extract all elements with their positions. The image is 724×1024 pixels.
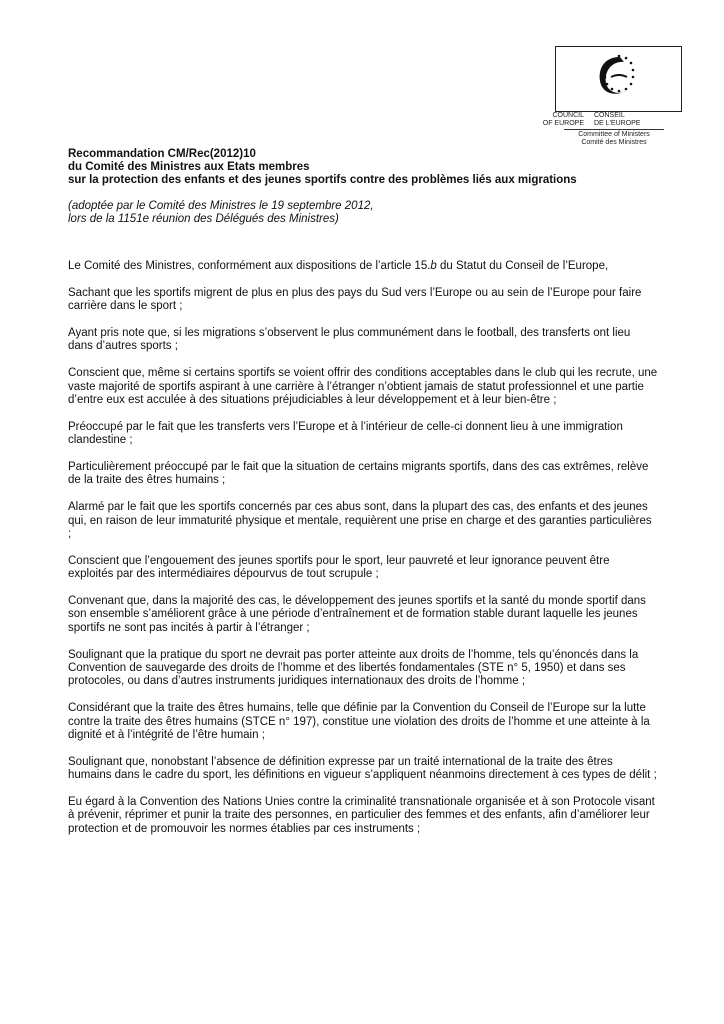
paragraph-7: Alarmé par le fait que les sportifs concernés par ces abus sont, dans la plupart des cas, des enfants et des jeunes qui, en raison de leur immaturité physique et mentale, requièrent une prise en charge et des garanties particulières ; xyxy=(68,501,652,541)
title-line-1: Recommandation CM/Rec(2012)10 xyxy=(68,148,256,160)
caption-committee-en: Committee of Ministers xyxy=(564,129,664,139)
article-letter: b xyxy=(430,260,437,272)
caption-de-leurope: DE L'EUROPE xyxy=(594,120,641,127)
document-header xyxy=(68,148,658,226)
adoption-line-2: lors de la 1151e réunion des Délégués des Ministres) xyxy=(68,213,339,225)
council-of-europe-emblem-icon xyxy=(556,47,681,111)
paragraph-11: Considérant que la traite des êtres humains, telle que définie par la Convention du Conseil de l’Europe sur la lutte contre la traite des êtres humains (STCE n° 197), constitue une violation des droits de l’homme et une atteinte à la dignité et à l’intégrité de l’être humain ; xyxy=(68,702,650,742)
paragraph-8: Conscient que l’engouement des jeunes sportifs pour le sport, leur pauvreté et leur ignorance peuvent être exploités par des intermédiaires dépourvus de tout scrupule ; xyxy=(68,554,610,581)
logo-caption xyxy=(529,112,694,147)
paragraph-5: Préoccupé par le fait que les transferts vers l’Europe et à l’intérieur de celle-ci donnent lieu à une immigration clandestine ; xyxy=(68,420,623,447)
title-line-3: sur la protection des enfants et des jeunes sportifs contre des problèmes liés aux migrations xyxy=(68,174,577,186)
paragraph-12: Soulignant que, nonobstant l’absence de définition expresse par un traité international de la traite des êtres humains dans le cadre du sport, les définitions en vigueur s’appliquent néanmoins directement à ces types de délit ; xyxy=(68,755,657,782)
paragraph-13: Eu égard à la Convention des Nations Unies contre la criminalité transnationale organisée et à son Protocole visant à prévenir, réprimer et punir la traite des personnes, en particulier des femmes et des enfants, afin d’améliorer leur protection et de promouvoir les normes établies par ces instruments ; xyxy=(68,796,655,835)
paragraph-2: Sachant que les sportifs migrent de plus en plus des pays du Sud vers l’Europe ou au sein de l’Europe pour faire carrière dans le sport ; xyxy=(68,286,642,313)
paragraph-9: Convenant que, dans la majorité des cas, le développement des jeunes sportifs et la santé du monde sportif dans son ensemble s’améliorent grâce à une période d’entraînement et de formation stable durant laquelle les jeunes sportifs ne sont pas incités à partir à l’étranger ; xyxy=(68,595,646,634)
paragraph-1: Le Comité des Ministres, conformément aux dispositions de l’article 15.b du Statut du Conseil de l’Europe, xyxy=(68,260,609,272)
adoption-line-1: (adoptée par le Comité des Ministres le 19 septembre 2012, xyxy=(68,200,374,212)
caption-conseil: CONSEIL xyxy=(594,112,625,119)
paragraph-3: Ayant pris note que, si les migrations s’observent le plus communément dans le football, des transferts ont lieu dans d’autres sports ; xyxy=(68,327,631,353)
council-of-europe-logo xyxy=(555,46,682,112)
caption-council: COUNCIL xyxy=(552,112,584,119)
paragraph-4: Conscient que, même si certains sportifs se voient offrir des conditions acceptables dans le club qui les recrute, une vaste majorité de sportifs aspirant à une carrière à l’étranger n’obtient jamais de statut professionnel et une partie d’entre eux est acculée à des situations préjudiciables à leur développement et à leur bien-être ; xyxy=(68,367,658,407)
caption-of-europe: OF EUROPE xyxy=(542,120,584,127)
paragraph-10: Soulignant que la pratique du sport ne devrait pas porter atteinte aux droits de l’homme, tels qu’énoncés dans la Convention de sauvegarde des droits de l’homme et des libertés fondamentales (STE n° 5, 1950) et dans ses protocoles, ou dans d’autres instruments juridiques internationaux des droits de l’homme ; xyxy=(68,648,639,688)
caption-committee-fr: Comité des Ministres xyxy=(581,139,647,146)
paragraph-6: Particulièrement préoccupé par le fait que la situation de certains migrants sportifs, dans des cas extrêmes, relève de la traite des êtres humains ; xyxy=(68,461,649,487)
title-line-2: du Comité des Ministres aux Etats membres xyxy=(68,161,310,173)
document-body xyxy=(68,260,658,850)
